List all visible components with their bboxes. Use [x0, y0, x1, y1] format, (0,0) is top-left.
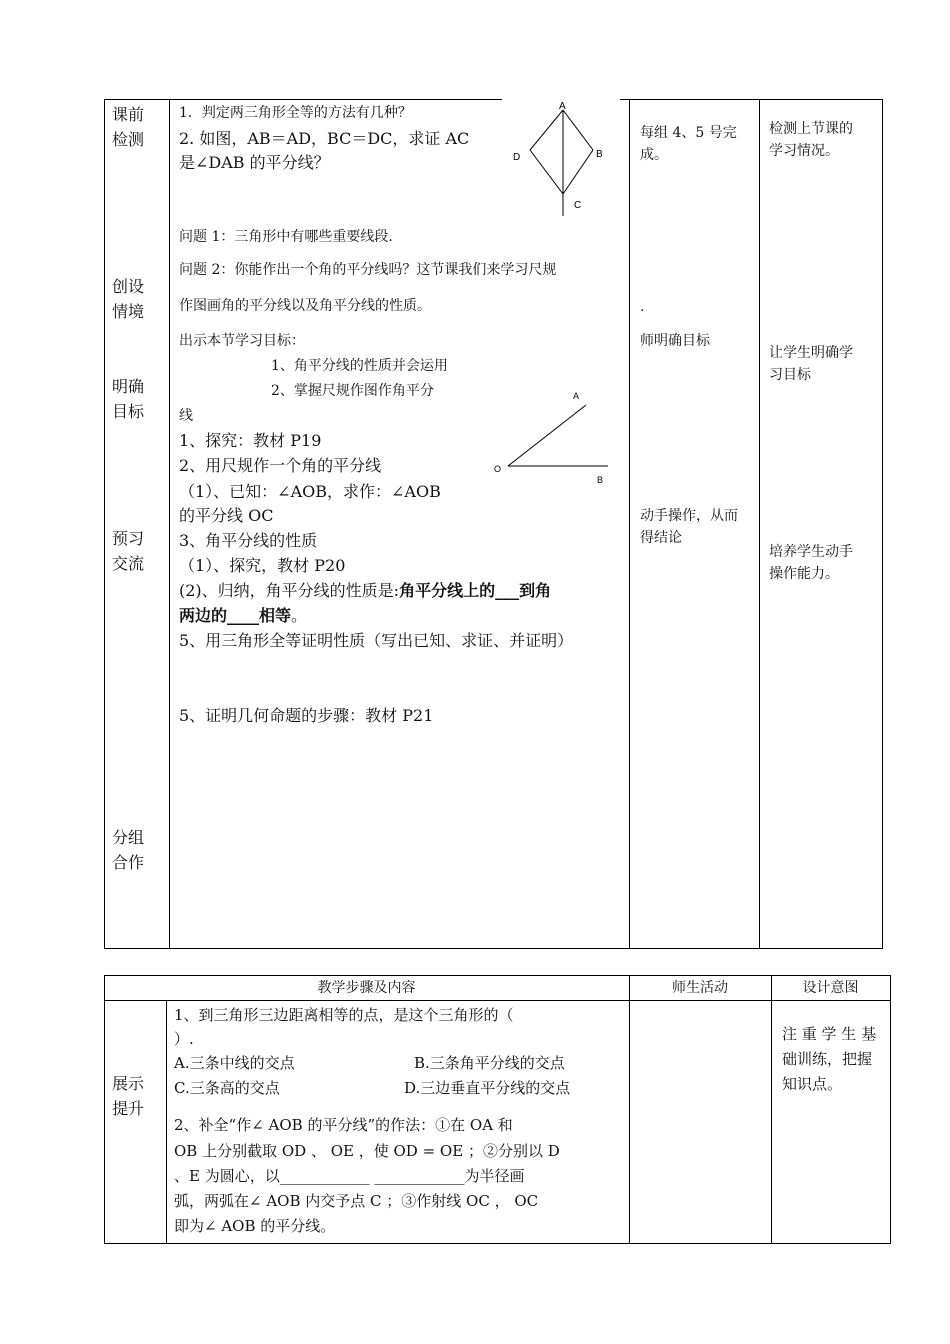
label-fzhz: 分组 合作 — [112, 828, 145, 872]
kite-edge-ad — [530, 110, 563, 150]
step-3b-emphasis: 角平分线上的___到角 — [399, 581, 552, 600]
kite-diagram — [505, 98, 617, 222]
option-a: A.三条中线的交点 — [174, 1054, 295, 1072]
step-3b — [179, 578, 551, 603]
problem-2d: 弧，两弧在∠ AOB 内交予点 C ；③作射线 OC ， OC — [174, 1192, 539, 1210]
question-1: 1．判定两三角形全等的方法有几种？ — [179, 105, 412, 121]
step-3c — [179, 603, 307, 628]
step-3: 3、角平分线的性质 — [179, 531, 318, 550]
step-3b-prefix: (2)、归纳，角平分线的性质是: — [179, 581, 400, 600]
step-2: 2、用尺规作一个角的平分线 — [179, 456, 382, 475]
kite-edge-dc — [530, 150, 563, 194]
kite-edge-ab — [563, 110, 593, 150]
goal-2a: 2、掌握尺规作图作角平分 — [271, 383, 434, 399]
question-2a: 2. 如图，AB＝AD，BC＝DC，求证 AC — [179, 129, 470, 148]
goal-2b: 线 — [179, 408, 193, 424]
goal-1: 1、角平分线的性质并会运用 — [271, 358, 448, 374]
problem-2a: 2、补全“作∠ AOB 的平分线”的作法：①在 OA 和 — [174, 1116, 513, 1134]
intent-kq: 检测上节课的 学习情况。 — [769, 121, 853, 159]
header-steps: 教学步骤及内容 — [317, 980, 416, 996]
intent-zsts: 注 重 学 生 基 础训练，把握 知识点。 — [782, 1025, 877, 1093]
header-intent: 设计意图 — [802, 980, 859, 996]
ray-oa — [508, 405, 586, 466]
goal-title: 出示本节学习目标： — [179, 333, 305, 349]
kite-label-a: A — [559, 101, 566, 112]
angle-label-b: B — [597, 475, 604, 485]
option-d: D.三边垂直平分线的交点 — [404, 1079, 571, 1097]
label-zsts: 展示 提升 — [112, 1074, 145, 1118]
wenti-1: 问题 1：三角形中有哪些重要线段. — [179, 229, 393, 245]
kite-edge-bc — [563, 150, 593, 194]
label-yxjl: 预习 交流 — [112, 529, 145, 573]
step-1: 1、探究：教材 P19 — [179, 431, 322, 450]
activity-dot: . — [640, 299, 645, 315]
problem-1a: 1、到三角形三边距离相等的点，是这个三角形的（ — [174, 1006, 514, 1024]
option-b: B.三条角平分线的交点 — [414, 1054, 565, 1072]
problem-1b: ）. — [174, 1030, 194, 1048]
label-csqj: 创设 情境 — [112, 277, 145, 321]
step-5b: 5、证明几何命题的步骤：教材 P21 — [179, 706, 434, 725]
problem-2e: 即为∠ AOB 的平分线。 — [174, 1217, 336, 1235]
step-2b: 的平分线 OC — [179, 506, 274, 525]
wenti-2a: 问题 2：你能作出一个角的平分线吗？这节课我们来学习尺规 — [179, 262, 557, 278]
step-3c-emphasis: 两边的____相等 — [179, 606, 292, 625]
activity-mq: 师明确目标 — [640, 333, 710, 349]
label-mqmb: 明确 目标 — [112, 377, 145, 421]
kite-label-c: C — [574, 200, 582, 211]
angle-label-o: O — [494, 464, 502, 474]
step-3a: （1）、探究，教材 P20 — [179, 556, 346, 575]
kite-label-d: D — [513, 152, 521, 163]
option-c: C.三条高的交点 — [174, 1079, 280, 1097]
problem-2b: OB 上分别截取 OD 、 OE ，使 OD = OE ；②分别以 D — [174, 1142, 560, 1160]
angle-diagram — [488, 388, 614, 488]
intent-yx: 培养学生动手 操作能力。 — [769, 544, 853, 582]
step-2a: （1）、已知：∠AOB，求作：∠AOB — [179, 482, 441, 501]
header-activity: 师生活动 — [672, 980, 728, 996]
activity-kq: 每组 4、5 号完 成。 — [640, 125, 737, 163]
question-2b: 是∠DAB 的平分线？ — [179, 153, 330, 172]
step-5a: 5、用三角形全等证明性质（写出已知、求证、并证明） — [179, 631, 574, 650]
label-kqjc: 课前 检测 — [112, 105, 145, 149]
wenti-2b: 作图画角的平分线以及角平分线的性质。 — [179, 298, 431, 314]
intent-mq: 让学生明确学 习目标 — [769, 345, 853, 383]
kite-label-b: B — [596, 149, 603, 160]
step-3c-end: 。 — [291, 606, 308, 625]
activity-yx: 动手操作，从而 得结论 — [640, 508, 738, 546]
problem-2c: 、E 为圆心，以____________ ____________为半径画 — [174, 1167, 525, 1185]
angle-label-a: A — [573, 391, 580, 401]
